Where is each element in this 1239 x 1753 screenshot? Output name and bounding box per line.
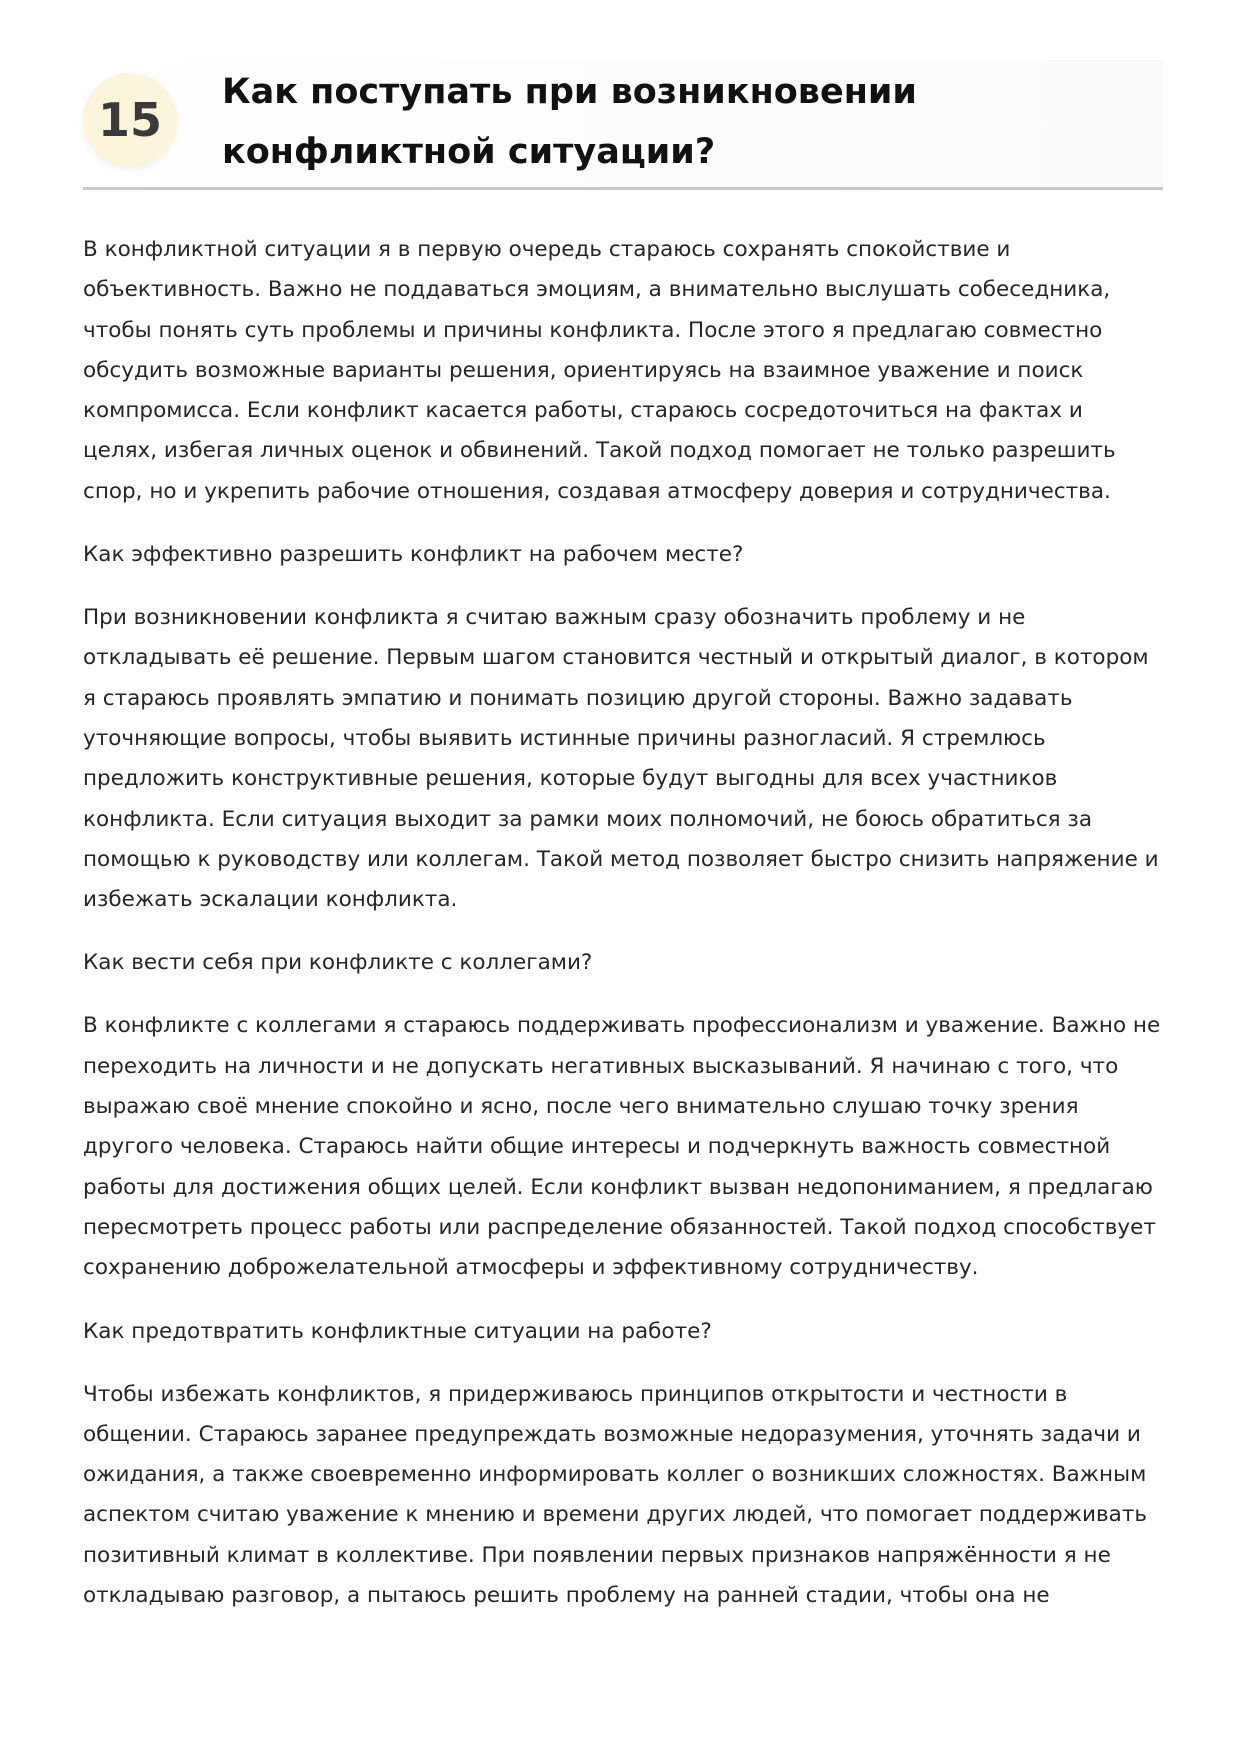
question-title: Как поступать при возникновении конфликтной ситуации? xyxy=(222,72,917,172)
answer-paragraph-1: В конфликтной ситуации я в первую очередь стараюсь сохранять спокойствие и объективность. Важно не поддаваться эмоциям, а внимательно выслушать собеседника, чтобы понять суть проблемы и причины конфликта. После этого я предлагаю совместно обсудить возможные варианты решения, ориентируясь на взаимное уважение и поиск компромисса. Если конфликт касается работы, стараюсь сосредоточиться на фактах и целях, избегая личных оценок и обвинений. Такой подход помогает не только разрешить спор, но и укрепить рабочие отношения, создавая атмосферу доверия и сотрудничества. xyxy=(83,237,1116,504)
answer-paragraph-3: В конфликте с коллегами я стараюсь поддерживать профессионализм и уважение. Важно не переходить на личности и не допускать негативных высказываний. Я начинаю с того, что выражаю своё мнение спокойно и ясно, после чего внимательно слушаю точку зрения другого человека. Стараюсь найти общие интересы и подчеркнуть важность совместной работы для достижения общих целей. Если конфликт вызван недопониманием, я предлагаю пересмотреть процесс работы или распределение обязанностей. Такой подход способствует сохранению доброжелательной атмосферы и эффективному сотрудничеству. xyxy=(83,1013,1161,1281)
document-page xyxy=(83,0,1163,1639)
answer-content xyxy=(83,190,1163,1616)
subquestion-3: Как предотвратить конфликтные ситуации на работе? xyxy=(83,1318,712,1344)
question-header xyxy=(83,0,1163,190)
subquestion-1: Как эффективно разрешить конфликт на рабочем месте? xyxy=(83,542,744,568)
answer-paragraph-2: При возникновении конфликта я считаю важным сразу обозначить проблему и не откладывать её решение. Первым шагом становится честный и открытый диалог, в котором я стараюсь проявлять эмпатию и понимать позицию другой стороны. Важно задавать уточняющие вопросы, чтобы выявить истинные причины разногласий. Я стремлюсь предложить конструктивные решения, которые будут выгодны для всех участников конфликта. Если ситуация выходит за рамки моих полномочий, не боюсь обратиться за помощью к руководству или коллегам. Такой метод позволяет быстро снизить напряжение и избежать эскалации конфликта. xyxy=(83,605,1159,913)
subquestion-2: Как вести себя при конфликте с коллегами? xyxy=(83,950,593,976)
answer-paragraph-4: Чтобы избежать конфликтов, я придерживаюсь принципов открытости и честности в общении. Стараюсь заранее предупреждать возможные недоразумения, уточнять задачи и ожидания, а также своевременно информировать коллег о возникших сложностях. Важным аспектом считаю уважение к мнению и времени других людей, что помогает поддерживать позитивный климат в коллективе. При появлении первых признаков напряжённости я не откладываю разговор, а пытаюсь решить проблему на ранней стадии, чтобы она не xyxy=(83,1381,1148,1609)
question-number-badge: 15 xyxy=(83,73,177,167)
